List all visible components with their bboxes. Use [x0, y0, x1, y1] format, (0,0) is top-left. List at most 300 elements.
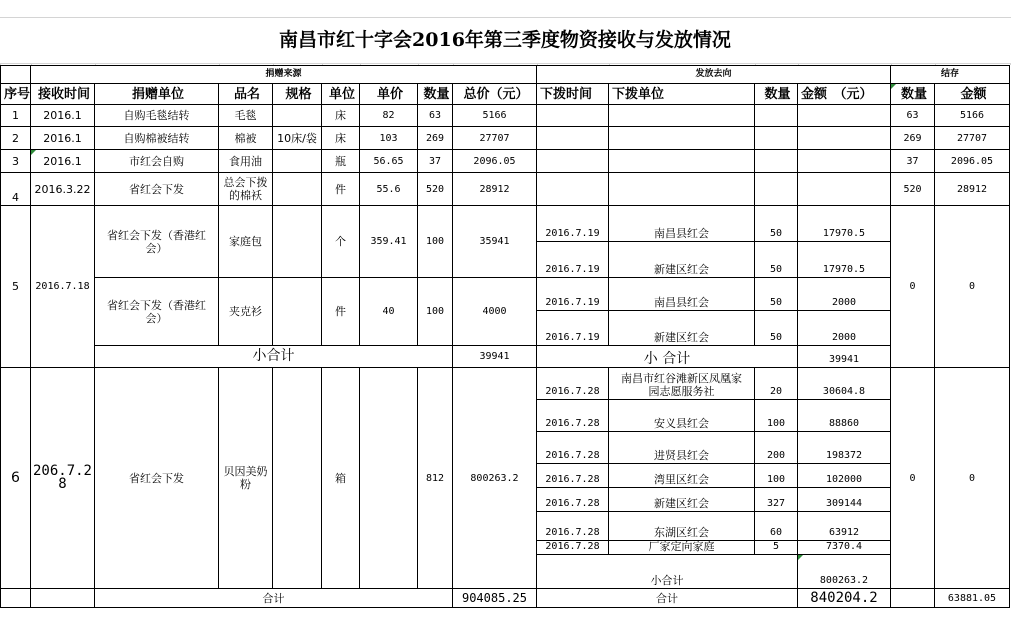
cell-total-text: 27707 [479, 132, 510, 144]
cell-unit-text: 床 [335, 109, 346, 122]
cell-total-text: 2096.05 [473, 155, 516, 167]
total-label[interactable] [95, 589, 453, 608]
cell-total[interactable] [453, 173, 537, 206]
dist-qty[interactable] [755, 432, 798, 464]
cell-total-text: 28912 [479, 183, 510, 195]
cell-total[interactable] [453, 278, 537, 346]
total-bal-amount[interactable] [935, 589, 1010, 608]
cell-spec[interactable] [273, 206, 322, 278]
cell-qty-text: 812 [425, 472, 445, 484]
comment-marker-icon [798, 555, 803, 560]
cell-price[interactable] [360, 206, 418, 278]
cell-bal-amount-text: 0 [968, 281, 976, 292]
dist-qty-text: 50 [769, 297, 783, 308]
cell-seq[interactable] [0, 127, 31, 150]
dist-time-text: 2016.7.28 [545, 527, 600, 538]
col-header-amount[interactable] [798, 84, 891, 105]
cell-qty-text: 269 [425, 132, 445, 144]
dist-time-text: 2016.7.19 [545, 332, 600, 343]
dist-qty-text: 20 [769, 386, 783, 397]
col-header-bal_amount[interactable] [935, 84, 1010, 105]
col-header-qty-text: 数量 [423, 86, 450, 102]
total-label-text: 合计 [262, 591, 285, 605]
dist-time[interactable] [537, 206, 609, 242]
dist-unit-text: 新建区红会 [654, 263, 709, 276]
dist-time[interactable] [537, 278, 609, 311]
gridline [360, 63, 361, 65]
cell-total[interactable] [453, 150, 537, 173]
cell-bal-qty[interactable] [891, 206, 935, 368]
cell-item[interactable] [219, 173, 273, 206]
cell-amount[interactable] [798, 105, 891, 127]
section-header-balance-text: 结存 [940, 69, 959, 79]
total-out-label-text: 合计 [656, 591, 678, 605]
dist-qty[interactable] [755, 311, 798, 346]
blank-cell[interactable] [0, 65, 31, 84]
cell-item-text: 食用油 [229, 154, 262, 168]
cell-price[interactable] [360, 105, 418, 127]
dist-amount[interactable] [798, 311, 891, 346]
gridline [453, 63, 454, 65]
col-header-qty[interactable] [418, 84, 453, 105]
dist-time-text: 2016.7.19 [545, 264, 600, 275]
dist-unit-text: 东湖区红会 [654, 526, 709, 539]
cell-out-time[interactable] [537, 105, 609, 127]
col-header-out_unit[interactable] [609, 84, 755, 105]
cell-unit-text: 件 [335, 182, 346, 196]
cell-recv-time[interactable] [31, 368, 95, 589]
dist-amount[interactable] [798, 464, 891, 488]
dist-time-text: 2016.7.28 [545, 541, 600, 552]
cell-bal-qty-text: 37 [906, 155, 919, 167]
col-header-price-text: 单价 [376, 86, 403, 102]
dist-amount[interactable] [798, 400, 891, 432]
cell-donor[interactable] [95, 127, 219, 150]
cell-donor[interactable] [95, 206, 219, 278]
dist-qty[interactable] [755, 278, 798, 311]
cell-recv-time-text: 2016.7.18 [35, 281, 90, 292]
cell-recv-time[interactable] [31, 206, 95, 368]
dist-unit-text: 进贤县红会 [654, 449, 709, 462]
cell-spec[interactable] [273, 127, 322, 150]
gridline [0, 17, 1011, 18]
cell-item-text: 夹克衫 [229, 305, 262, 318]
cell-bal-qty-text: 63 [906, 110, 919, 121]
gridline [219, 63, 220, 65]
dist-amount-text: 63912 [828, 527, 860, 538]
cell-total-text: 4000 [482, 306, 507, 317]
col-header-donor-text: 捐赠单位 [131, 86, 184, 102]
out-subtotal-label[interactable] [537, 346, 798, 368]
col-header-out_qty-text: 数量 [764, 86, 791, 102]
cell-donor-text: 自购毛毯结转 [123, 109, 190, 122]
cell-item-text: 总会下拨 的棉袄 [223, 176, 268, 202]
gridline [798, 63, 799, 65]
cell-price-text: 103 [379, 132, 398, 144]
cell-seq-text: 2 [12, 131, 19, 145]
dist-amount-text: 17970.5 [822, 228, 866, 239]
cell-total-text: 800263.2 [470, 472, 519, 484]
cell-qty[interactable] [418, 150, 453, 173]
dist-amount[interactable] [798, 206, 891, 242]
dist-amount-text: 2000 [831, 297, 857, 308]
col-header-item[interactable] [219, 84, 273, 105]
page-title [0, 17, 1010, 63]
gridline [537, 63, 538, 65]
cell-total-text: 35941 [479, 236, 510, 247]
dist-unit[interactable] [609, 400, 755, 432]
cell-price[interactable] [360, 173, 418, 206]
dist-unit[interactable] [609, 512, 755, 541]
cell-bal-amount-text: 27707 [956, 132, 988, 144]
dist-time[interactable] [537, 368, 609, 400]
dist-amount[interactable] [798, 278, 891, 311]
dist-qty-text: 100 [766, 474, 786, 485]
cell-unit[interactable] [322, 278, 360, 346]
cell-out-unit[interactable] [609, 173, 755, 206]
cell-donor[interactable] [95, 150, 219, 173]
section-header-dest[interactable] [537, 65, 891, 84]
total-out-amount[interactable] [798, 589, 891, 608]
cell-unit[interactable] [322, 127, 360, 150]
cell-bal-amount[interactable] [935, 150, 1010, 173]
cell-total-text: 5166 [482, 110, 507, 121]
cell-out-qty[interactable] [755, 105, 798, 127]
cell-total[interactable] [453, 206, 537, 278]
dist-qty-text: 327 [766, 498, 786, 509]
col-header-seq[interactable] [0, 84, 31, 105]
cell-recv-time-text: 2016.3.22 [34, 182, 91, 196]
dist-amount-text: 88860 [828, 418, 860, 429]
cell-recv-time-text: 206.7.2 8 [32, 463, 92, 492]
cell-bal-amount-text: 5166 [959, 110, 985, 121]
cell-donor[interactable] [95, 105, 219, 127]
out-subtotal-label[interactable] [537, 555, 798, 589]
cell-recv-time[interactable] [31, 105, 95, 127]
dist-unit[interactable] [609, 278, 755, 311]
cell-out-qty[interactable] [755, 173, 798, 206]
col-header-item-text: 品名 [233, 86, 260, 102]
dist-qty-text: 60 [769, 527, 783, 538]
cell-amount[interactable] [798, 127, 891, 150]
cell-bal-qty-text: 0 [909, 281, 916, 292]
dist-qty[interactable] [755, 488, 798, 512]
total-bal-amount-text: 63881.05 [947, 592, 997, 604]
dist-qty-text: 100 [766, 418, 786, 429]
dist-qty[interactable] [755, 400, 798, 432]
cell-donor-text: 省红会下发 [129, 471, 184, 485]
subtotal-total[interactable] [453, 346, 537, 368]
cell-spec[interactable] [273, 173, 322, 206]
cell-bal-amount[interactable] [935, 173, 1010, 206]
page-title-text: 南昌市红十字会2016年第三季度物资接收与发放情况 [279, 28, 731, 51]
col-header-seq-text: 序号 [4, 86, 31, 102]
cell-recv-time-text: 2016.1 [43, 109, 82, 122]
dist-time-text: 2016.7.28 [545, 386, 600, 397]
cell-spec[interactable] [273, 368, 322, 589]
dist-qty-text: 5 [772, 541, 780, 552]
cell-unit[interactable] [322, 206, 360, 278]
subtotal-label[interactable] [95, 346, 453, 368]
cell-price-text: 40 [382, 306, 395, 317]
total-out-amount-text: 840204.2 [810, 589, 878, 606]
cell-out-unit[interactable] [609, 127, 755, 150]
col-header-spec[interactable] [273, 84, 322, 105]
cell-bal-qty[interactable] [891, 105, 935, 127]
cell-spec[interactable] [273, 278, 322, 346]
cell-amount[interactable] [798, 173, 891, 206]
dist-time[interactable] [537, 541, 609, 555]
col-header-bal_qty[interactable] [891, 84, 935, 105]
subtotal-label-text: 小合计 [252, 348, 295, 364]
blank-cell[interactable] [31, 589, 95, 608]
cell-bal-qty[interactable] [891, 127, 935, 150]
cell-price[interactable] [360, 150, 418, 173]
section-header-source-text: 捐赠来源 [265, 69, 302, 79]
col-header-donor[interactable] [95, 84, 219, 105]
dist-unit[interactable] [609, 488, 755, 512]
cell-unit-text: 床 [335, 131, 346, 145]
cell-total[interactable] [453, 368, 537, 589]
cell-donor[interactable] [95, 278, 219, 346]
cell-donor[interactable] [95, 368, 219, 589]
cell-bal-amount[interactable] [935, 206, 1010, 368]
cell-spec[interactable] [273, 150, 322, 173]
out-subtotal-amount-text: 800263.2 [819, 575, 869, 586]
dist-unit-text: 安义县红会 [654, 417, 709, 430]
cell-bal-qty[interactable] [891, 150, 935, 173]
cell-bal-qty-text: 0 [909, 472, 916, 484]
cell-item[interactable] [219, 368, 273, 589]
cell-seq[interactable] [0, 105, 31, 127]
dist-amount-text: 17970.5 [822, 264, 866, 275]
cell-qty[interactable] [418, 105, 453, 127]
dist-qty[interactable] [755, 464, 798, 488]
cell-item[interactable] [219, 150, 273, 173]
col-header-out_unit-text: 下拨单位 [612, 86, 665, 102]
cell-unit-text: 件 [335, 305, 346, 318]
cell-item-text: 家庭包 [229, 235, 262, 248]
cell-out-qty[interactable] [755, 150, 798, 173]
cell-donor[interactable] [95, 173, 219, 206]
cell-qty[interactable] [418, 368, 453, 589]
cell-bal-qty[interactable] [891, 368, 935, 589]
section-header-dest-text: 发放去向 [695, 69, 732, 79]
cell-out-unit[interactable] [609, 105, 755, 127]
dist-time[interactable] [537, 311, 609, 346]
dist-time-text: 2016.7.28 [545, 474, 600, 485]
dist-qty[interactable] [755, 206, 798, 242]
col-header-bal_qty-text: 数量 [900, 86, 927, 102]
gridline [0, 63, 1011, 64]
cell-recv-time-text: 2016.1 [43, 154, 82, 168]
out-subtotal-amount[interactable] [798, 555, 891, 589]
dist-time[interactable] [537, 464, 609, 488]
dist-qty[interactable] [755, 541, 798, 555]
dist-unit[interactable] [609, 464, 755, 488]
comment-marker-icon [31, 150, 36, 155]
cell-unit[interactable] [322, 105, 360, 127]
dist-amount-text: 198372 [825, 450, 863, 461]
gridline [322, 63, 323, 65]
section-header-balance[interactable] [891, 65, 1010, 84]
dist-amount[interactable] [798, 368, 891, 400]
cell-seq[interactable] [0, 368, 31, 589]
cell-item-text: 毛毯 [234, 109, 257, 122]
cell-qty-text: 520 [425, 183, 445, 195]
cell-out-unit[interactable] [609, 150, 755, 173]
subtotal-total-text: 39941 [479, 351, 510, 362]
cell-qty[interactable] [418, 173, 453, 206]
cell-seq-text: 5 [12, 280, 19, 293]
dist-amount[interactable] [798, 512, 891, 541]
dist-unit[interactable] [609, 432, 755, 464]
total-sum[interactable] [453, 589, 537, 608]
dist-amount-text: 30604.8 [822, 386, 866, 397]
dist-time[interactable] [537, 400, 609, 432]
cell-bal-qty-text: 269 [903, 132, 922, 144]
cell-unit[interactable] [322, 150, 360, 173]
gridline [935, 63, 936, 65]
cell-qty[interactable] [418, 206, 453, 278]
dist-qty-text: 200 [766, 450, 786, 461]
dist-amount[interactable] [798, 242, 891, 278]
dist-qty[interactable] [755, 242, 798, 278]
col-header-total[interactable] [453, 84, 537, 105]
col-header-recv_time[interactable] [31, 84, 95, 105]
cell-item[interactable] [219, 206, 273, 278]
cell-donor-text: 自购棉被结转 [123, 131, 190, 145]
cell-recv-time[interactable] [31, 173, 95, 206]
gridline [31, 63, 32, 65]
cell-bal-amount[interactable] [935, 127, 1010, 150]
cell-seq[interactable] [0, 206, 31, 368]
cell-unit[interactable] [322, 368, 360, 589]
dist-unit[interactable] [609, 311, 755, 346]
cell-bal-qty-text: 520 [903, 183, 922, 195]
cell-item[interactable] [219, 278, 273, 346]
cell-seq-text: 4 [12, 191, 19, 204]
cell-amount[interactable] [798, 150, 891, 173]
cell-seq[interactable] [0, 150, 31, 173]
cell-seq[interactable] [0, 173, 31, 206]
dist-amount-text: 2000 [831, 332, 857, 343]
dist-unit[interactable] [609, 206, 755, 242]
col-header-bal_amount-text: 金额 [960, 86, 987, 102]
dist-amount[interactable] [798, 541, 891, 555]
blank-cell[interactable] [891, 589, 935, 608]
col-header-out_time[interactable] [537, 84, 609, 105]
dist-amount[interactable] [798, 488, 891, 512]
out-subtotal-amount-text: 39941 [828, 354, 860, 365]
total-out-label[interactable] [537, 589, 798, 608]
dist-time-text: 2016.7.19 [545, 228, 600, 239]
cell-out-time[interactable] [537, 173, 609, 206]
dist-qty-text: 50 [769, 332, 783, 343]
cell-spec[interactable] [273, 105, 322, 127]
cell-out-time[interactable] [537, 150, 609, 173]
dist-qty[interactable] [755, 368, 798, 400]
dist-amount-text: 309144 [825, 498, 863, 509]
col-header-out_time-text: 下拨时间 [540, 86, 593, 102]
out-subtotal-amount[interactable] [798, 346, 891, 368]
cell-bal-amount-text: 2096.05 [950, 155, 994, 167]
cell-seq-text: 1 [12, 109, 19, 122]
col-header-out_qty[interactable] [755, 84, 798, 105]
gridline [95, 63, 96, 65]
cell-recv-time[interactable] [31, 150, 95, 173]
cell-total[interactable] [453, 105, 537, 127]
cell-bal-amount[interactable] [935, 105, 1010, 127]
dist-qty-text: 50 [769, 264, 783, 275]
dist-qty-text: 50 [769, 228, 783, 239]
gridline [273, 63, 274, 65]
cell-recv-time-text: 2016.1 [43, 131, 82, 145]
cell-item[interactable] [219, 127, 273, 150]
cell-donor-text: 省红会下发（香港红 会） [107, 298, 206, 325]
cell-unit-text: 个 [335, 235, 346, 248]
dist-unit-text: 南昌县红会 [654, 296, 709, 309]
col-header-unit[interactable] [322, 84, 360, 105]
dist-amount-text: 7370.4 [825, 541, 863, 552]
dist-qty[interactable] [755, 512, 798, 541]
cell-recv-time[interactable] [31, 127, 95, 150]
cell-unit[interactable] [322, 173, 360, 206]
cell-qty[interactable] [418, 278, 453, 346]
gridline [0, 63, 1, 65]
cell-seq-text: 3 [12, 154, 19, 168]
blank-cell[interactable] [0, 589, 31, 608]
dist-unit-text: 南昌县红会 [654, 227, 709, 240]
cell-donor-text: 省红会下发 [129, 182, 184, 196]
cell-price[interactable] [360, 127, 418, 150]
cell-qty-text: 37 [428, 155, 442, 167]
cell-total[interactable] [453, 127, 537, 150]
cell-price[interactable] [360, 368, 418, 589]
out-subtotal-label-text: 小 合计 [643, 351, 691, 367]
col-header-price[interactable] [360, 84, 418, 105]
dist-unit-text: 湾里区红会 [654, 473, 709, 486]
dist-unit[interactable] [609, 541, 755, 555]
cell-price[interactable] [360, 278, 418, 346]
cell-item[interactable] [219, 105, 273, 127]
dist-amount[interactable] [798, 432, 891, 464]
gridline [418, 63, 419, 65]
cell-bal-qty[interactable] [891, 173, 935, 206]
cell-bal-amount[interactable] [935, 368, 1010, 589]
out-subtotal-label-text: 小合计 [650, 574, 684, 587]
col-header-unit-text: 单位 [328, 86, 355, 102]
dist-time[interactable] [537, 242, 609, 278]
cell-out-time[interactable] [537, 127, 609, 150]
dist-time[interactable] [537, 512, 609, 541]
dist-time-text: 2016.7.19 [545, 297, 600, 308]
gridline [891, 63, 892, 65]
cell-unit-text: 箱 [335, 471, 346, 485]
cell-qty[interactable] [418, 127, 453, 150]
dist-time[interactable] [537, 488, 609, 512]
cell-qty-text: 100 [425, 236, 445, 247]
cell-price-text: 56.65 [373, 155, 404, 167]
dist-time[interactable] [537, 432, 609, 464]
cell-out-qty[interactable] [755, 127, 798, 150]
cell-donor-text: 市红会自购 [129, 154, 184, 168]
dist-unit-text: 厂家定向家庭 [648, 541, 715, 553]
dist-unit[interactable] [609, 368, 755, 400]
dist-unit[interactable] [609, 242, 755, 278]
section-header-source[interactable] [31, 65, 537, 84]
col-header-spec-text: 规格 [285, 86, 312, 102]
